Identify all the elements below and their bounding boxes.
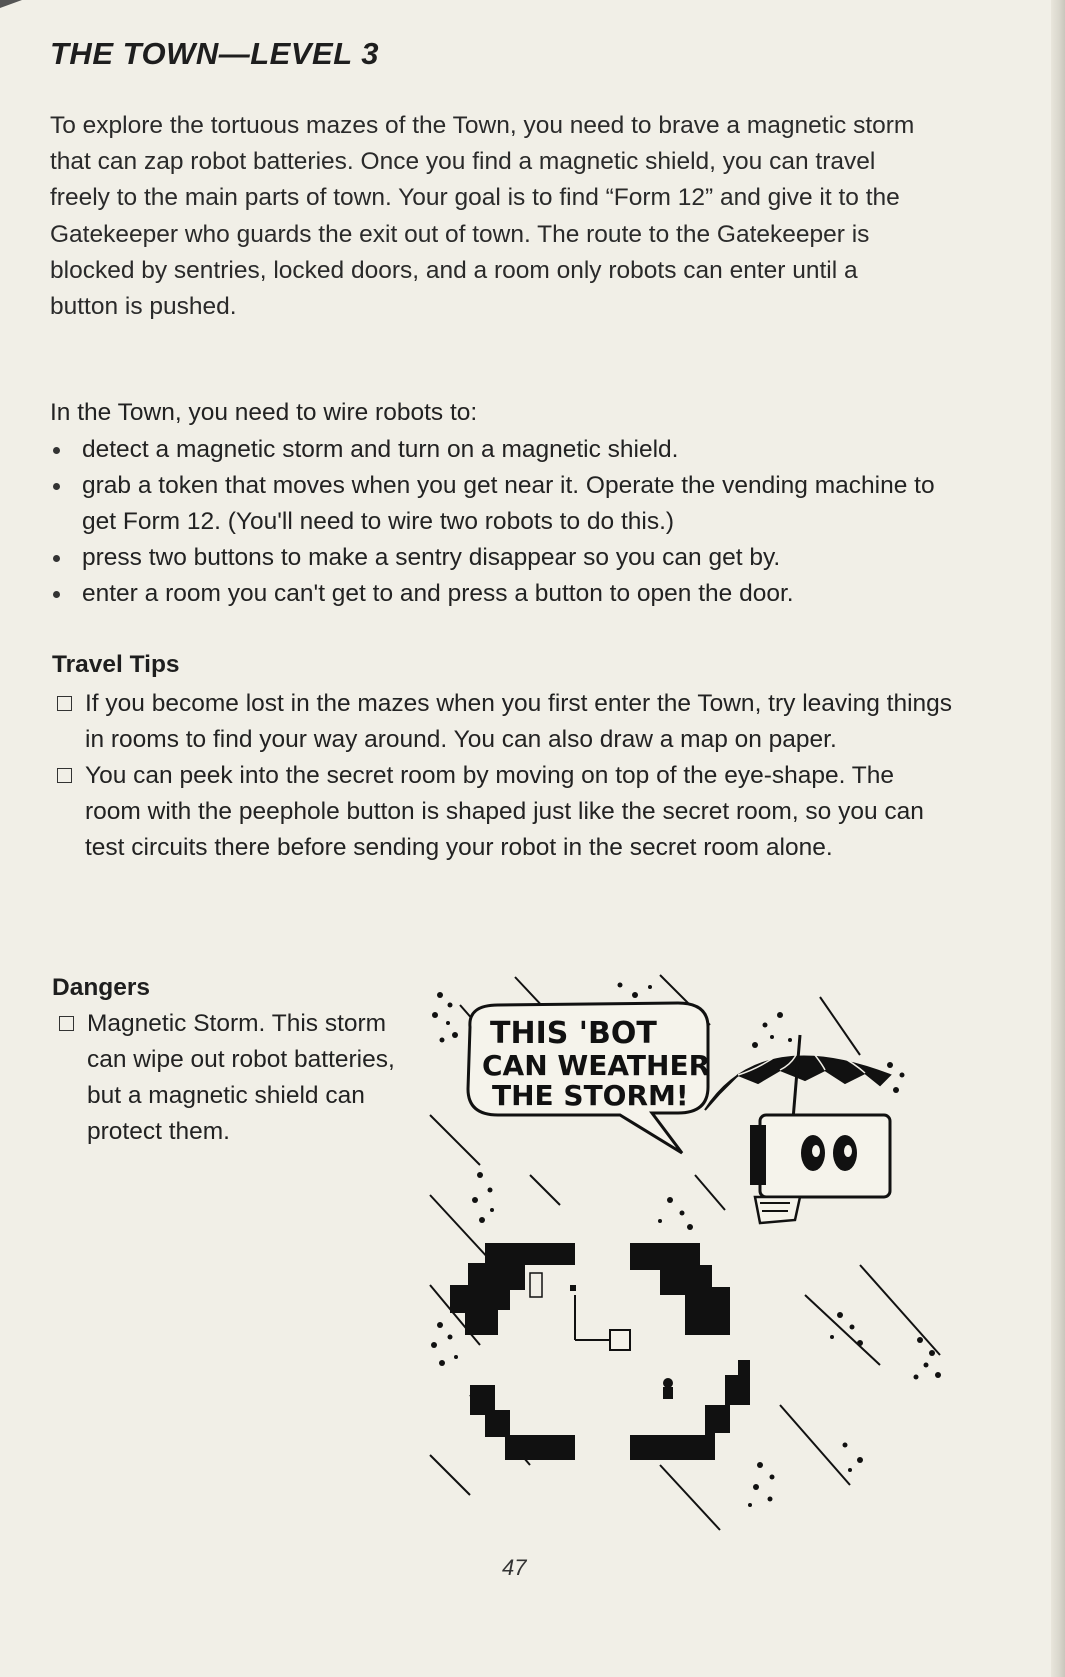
tip-text: If you become lost in the mazes when you first enter the Town, try leaving things in rooms to find your way around. You can also draw a map on paper. <box>85 690 953 753</box>
robot-icon <box>750 1115 890 1223</box>
list-item <box>57 1006 417 1150</box>
wire-task-list <box>50 432 950 612</box>
storm-illustration <box>420 965 980 1535</box>
speech-line-3: THE STORM! <box>492 1079 689 1112</box>
page-title: THE TOWN—LEVEL 3 <box>50 36 379 71</box>
danger-text: Magnetic Storm. This storm can wipe out robot batteries, but a magnetic shield can protect them. <box>87 1010 395 1145</box>
checkbox-icon <box>57 768 72 783</box>
speech-bubble <box>468 1003 710 1153</box>
speech-line-2: CAN WEATHER <box>482 1049 711 1082</box>
dangers-heading: Dangers <box>52 974 151 1001</box>
list-item <box>55 686 955 758</box>
dangers-list <box>57 1006 417 1150</box>
page-number: 47 <box>502 1555 527 1580</box>
list-item: detect a magnetic storm and turn on a magnetic shield. <box>50 432 950 468</box>
intro-paragraph: To explore the tortuous mazes of the Town, you need to brave a magnetic storm that can zap robot batteries. Once you find a magnetic shield, you can travel freely to the main parts of town. Your goal is to find “Form 12” and give it to the Gatekeeper who guards the exit out of town. The route to the Gatekeeper is blocked by sentries, locked doors, and a room only robots can enter until a button is pushed. <box>50 112 915 321</box>
page-corner-mark <box>0 0 22 8</box>
travel-tips-list <box>55 686 955 866</box>
checkbox-icon <box>57 696 72 711</box>
tip-text: You can peek into the secret room by moving on top of the eye-shape. The room with the peephole button is shaped just like the secret room, so you can test circuits there before sending your robot in the secret room alone. <box>85 762 924 861</box>
list-item: enter a room you can't get to and press a button to open the door. <box>50 576 950 612</box>
list-item: grab a token that moves when you get near it. Operate the vending machine to get Form 12. (You'll need to wire two robots to do this.) <box>50 468 950 540</box>
list-item <box>55 758 955 866</box>
wire-lead-text: In the Town, you need to wire robots to: <box>50 399 478 426</box>
page-edge <box>1051 0 1065 1677</box>
speech-line-1: THIS 'BOT <box>490 1016 657 1051</box>
checkbox-icon <box>59 1016 74 1031</box>
town-maze-map <box>450 1243 750 1460</box>
list-item: press two buttons to make a sentry disappear so you can get by. <box>50 540 950 576</box>
travel-tips-heading: Travel Tips <box>52 651 180 678</box>
